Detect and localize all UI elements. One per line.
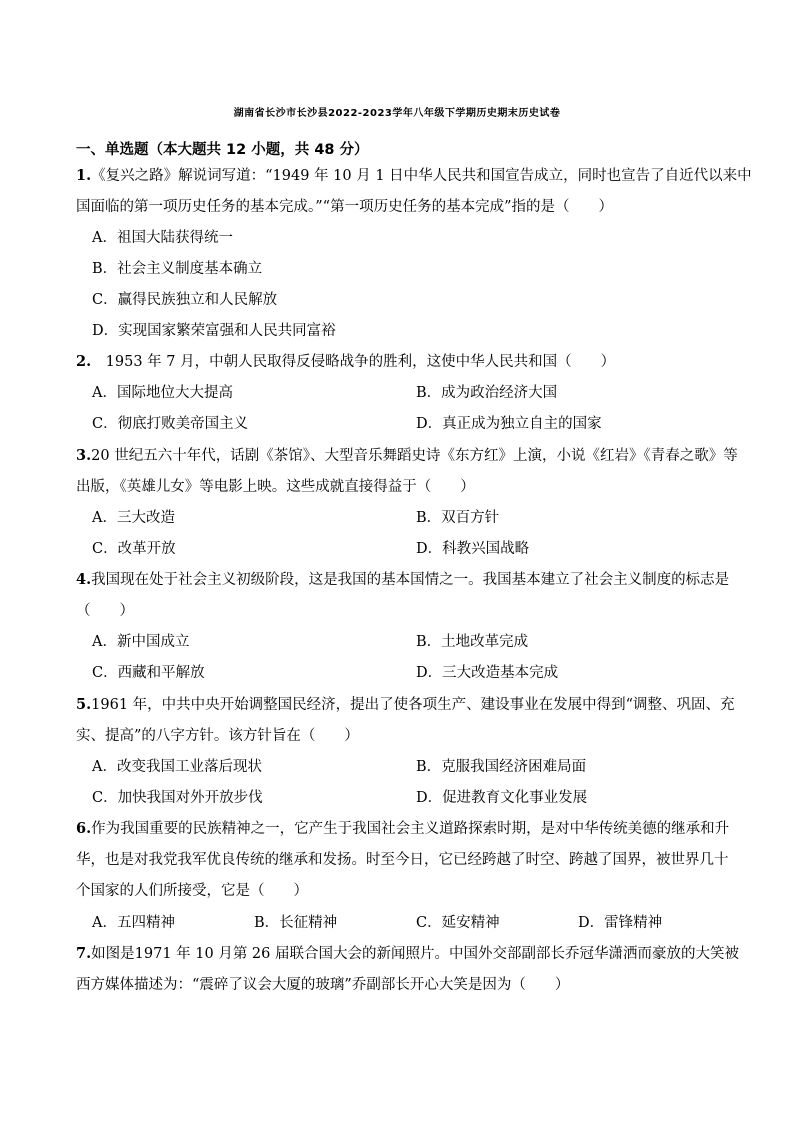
question-4-option-d[interactable]: D．三大改造基本完成 <box>416 665 559 681</box>
section-heading: 一、单选题（本大题共 12 小题，共 48 分） <box>76 142 369 158</box>
question-number: 3. <box>76 447 92 464</box>
question-text: 《复兴之路》解说词写道：“1949 年 10 月 1 日中华人民共和国宣告成立，同时也宣告了自近代以来中 <box>91 168 752 184</box>
question-number: 2. <box>76 353 92 370</box>
question-1-line-2: 国面临的第一项历史任务的基本完成。”“第一项历史任务的基本完成”指的是（ ） <box>76 199 613 215</box>
question-text: 1953 年 7 月，中朝人民取得反侵略战争的胜利，这使中华人民共和国（ ） <box>91 354 616 370</box>
question-number: 1. <box>76 167 92 184</box>
question-text: 如图是1971 年 10 月第 26 届联合国大会的新闻照片。中国外交部副部长乔冠华潇洒而豪放的大笑被 <box>91 946 739 962</box>
question-number: 6. <box>76 820 92 837</box>
question-1-option-b[interactable]: B．社会主义制度基本确立 <box>92 261 263 277</box>
question-2-option-a[interactable]: A．国际地位大大提高 <box>92 385 233 401</box>
question-4-option-b[interactable]: B．土地改革完成 <box>416 634 529 650</box>
question-3-option-b[interactable]: B．双百方针 <box>416 510 500 526</box>
question-4-line-1 <box>76 570 729 590</box>
question-2-option-b[interactable]: B．成为政治经济大国 <box>416 385 558 401</box>
question-6-option-c[interactable]: C．延安精神 <box>416 915 500 931</box>
question-number: 5. <box>76 696 92 713</box>
question-text: 20 世纪五六十年代，话剧《茶馆》、大型音乐舞蹈史诗《东方红》上演，小说《红岩》《青春之歌》等 <box>91 448 738 464</box>
question-4-option-a[interactable]: A．新中国成立 <box>92 634 190 650</box>
question-5-option-c[interactable]: C．加快我国对外开放步伐 <box>92 790 263 806</box>
question-5-option-b[interactable]: B．克服我国经济困难局面 <box>416 759 587 775</box>
question-4-option-c[interactable]: C．西藏和平解放 <box>92 665 205 681</box>
question-6-option-a[interactable]: A．五四精神 <box>92 915 175 931</box>
question-3-option-d[interactable]: D．科教兴国战略 <box>416 541 530 557</box>
question-2-option-c[interactable]: C．彻底打败美帝国主义 <box>92 416 249 432</box>
question-6-line-2: 华，也是对我党我军优良传统的继承和发扬。时至今日，它已经跨越了时空、跨越了国界，被世界几十 <box>76 852 729 868</box>
question-text: 我国现在处于社会主义初级阶段，这是我国的基本国情之一。我国基本建立了社会主义制度的标志是 <box>91 572 730 588</box>
question-text: 1961 年，中共中央开始调整国民经济，提出了使各项生产、建设事业在发展中得到“调整、巩固、充 <box>91 697 735 713</box>
question-1-option-a[interactable]: A．祖国大陆获得统一 <box>92 230 233 246</box>
question-3-line-2: 出版，《英雄儿女》等电影上映。这些成就直接得益于（ ） <box>76 479 475 495</box>
question-3-option-c[interactable]: C．改革开放 <box>92 541 176 557</box>
question-5-line-1 <box>76 695 735 715</box>
question-6-line-1 <box>76 819 729 839</box>
question-text: 作为我国重要的民族精神之一，它产生于我国社会主义道路探索时期，是对中华传统美德的继承和升 <box>91 821 730 837</box>
exam-title: 湖南省长沙市长沙县2022-2023学年八年级下学期历史期末历史试卷 <box>233 108 561 119</box>
question-6-option-b[interactable]: B．长征精神 <box>254 915 338 931</box>
question-number: 4. <box>76 571 92 588</box>
question-1-option-c[interactable]: C．赢得民族独立和人民解放 <box>92 292 278 308</box>
question-5-option-d[interactable]: D．促进教育文化事业发展 <box>416 790 588 806</box>
question-3-option-a[interactable]: A．三大改造 <box>92 510 175 526</box>
question-5-line-2: 实、提高”的八字方针。该方针旨在（ ） <box>76 728 359 744</box>
question-7-line-1 <box>76 944 739 964</box>
question-2-option-d[interactable]: D．真正成为独立自主的国家 <box>416 416 602 432</box>
question-6-line-3: 个国家的人们所接受，它是（ ） <box>76 883 308 899</box>
question-5-option-a[interactable]: A．改变我国工业落后现状 <box>92 759 262 775</box>
question-4-line-2: （ ） <box>76 603 134 619</box>
question-6-option-d[interactable]: D．雷锋精神 <box>578 915 663 931</box>
question-7-line-2: 西方媒体描述为：“震碎了议会大厦的玻璃”乔副部长开心大笑是因为（ ） <box>76 977 570 993</box>
question-1-line-1 <box>76 166 752 186</box>
question-2-line-1 <box>76 352 615 372</box>
question-1-option-d[interactable]: D．实现国家繁荣富强和人民共同富裕 <box>92 323 336 339</box>
question-number: 7. <box>76 945 92 962</box>
question-3-line-1 <box>76 446 738 466</box>
